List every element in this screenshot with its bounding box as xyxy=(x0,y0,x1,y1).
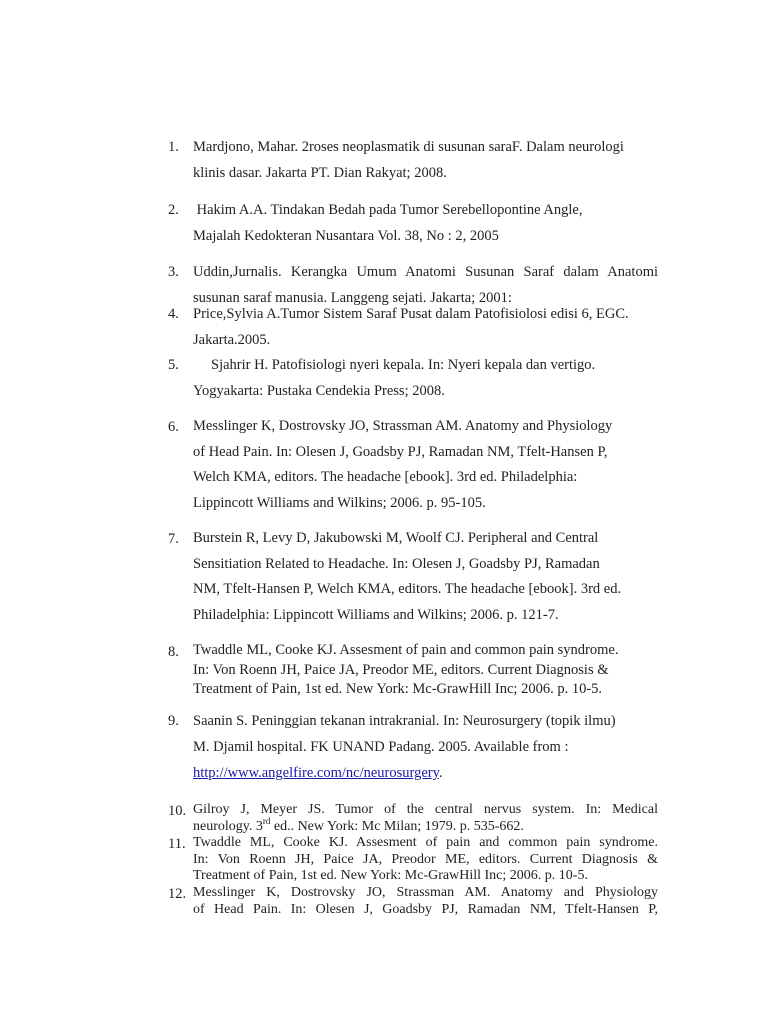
reference-text xyxy=(193,197,658,249)
reference-number: 11. xyxy=(168,836,186,852)
reference-line-part: neurology. 3 xyxy=(193,818,263,834)
reference-text xyxy=(193,835,658,885)
reference-text xyxy=(193,802,658,835)
reference-text xyxy=(193,885,658,918)
reference-line: Welch KMA, editors. The headache [ebook]. 3rd ed. Philadelphia: xyxy=(193,469,578,485)
reference-line-part: ed.. New York: Mc Milan; 1979. p. 535-662. xyxy=(270,818,524,834)
neurosurgery-link[interactable]: http://www.angelfire.com/nc/neurosurgery xyxy=(193,765,439,781)
reference-text xyxy=(193,641,658,700)
reference-line: Philadelphia: Lippincott Williams and Wilkins; 2006. p. 121-7. xyxy=(193,606,559,623)
reference-number: 1. xyxy=(168,139,179,155)
reference-number: 5. xyxy=(168,357,179,373)
reference-line: Majalah Kedokteran Nusantara Vol. 38, No : 2, 2005 xyxy=(193,228,499,244)
reference-text xyxy=(193,134,658,186)
reference-line: Price,Sylvia A.Tumor Sistem Saraf Pusat dalam Patofisiolosi edisi 6, EGC. xyxy=(193,306,629,322)
reference-line: In: Von Roenn JH, Paice JA, Preodor ME, editors. Current Diagnosis & xyxy=(193,851,658,867)
reference-line: Messlinger K, Dostrovsky JO, Strassman AM. Anatomy and Physiology xyxy=(193,885,658,900)
reference-number: 3. xyxy=(168,264,179,280)
reference-line: Twaddle ML, Cooke KJ. Assesment of pain and common pain syndrome. xyxy=(193,835,658,850)
reference-line: Twaddle ML, Cooke KJ. Assesment of pain and common pain syndrome. xyxy=(193,642,619,658)
link-period: . xyxy=(438,765,443,781)
reference-line: Treatment of Pain, 1st ed. New York: Mc-GrawHill Inc; 2006. p. 10-5. xyxy=(193,868,588,883)
reference-line: Sensitiation Related to Headache. In: Olesen J, Goadsby PJ, Ramadan xyxy=(193,555,600,572)
reference-text xyxy=(193,414,658,516)
reference-line: Burstein R, Levy D, Jakubowski M, Woolf CJ. Peripheral and Central xyxy=(193,530,599,546)
reference-line: Mardjono, Mahar. 2roses neoplasmatik di susunan saraF. Dalam neurologi xyxy=(193,139,624,155)
reference-line: Messlinger K, Dostrovsky JO, Strassman AM. Anatomy and Physiology xyxy=(193,418,613,434)
reference-number: 6. xyxy=(168,419,179,435)
reference-line xyxy=(193,815,658,836)
reference-line: Treatment of Pain, 1st ed. New York: Mc-GrawHill Inc; 2006. p. 10-5. xyxy=(193,681,603,697)
reference-number: 2. xyxy=(168,202,179,218)
reference-line-link xyxy=(193,760,658,786)
reference-number: 12. xyxy=(168,886,187,902)
reference-number: 10. xyxy=(168,803,187,819)
reference-line: Sjahrir H. Patofisiologi nyeri kepala. In: Nyeri kepala dan vertigo. xyxy=(211,357,596,373)
reference-text xyxy=(193,526,658,628)
reference-line: Uddin,Jurnalis. Kerangka Umum Anatomi Susunan Saraf dalam Anatomi xyxy=(193,264,658,280)
reference-line: Lippincott Williams and Wilkins; 2006. p. 95-105. xyxy=(193,494,486,511)
reference-line: Gilroy J, Meyer JS. Tumor of the central nervus system. In: Medical xyxy=(193,802,658,817)
reference-line: M. Djamil hospital. FK UNAND Padang. 2005. Available from : xyxy=(193,739,569,755)
reference-text xyxy=(193,352,658,404)
reference-line: Hakim A.A. Tindakan Bedah pada Tumor Serebellopontine Angle, xyxy=(193,202,583,218)
reference-line: Jakarta.2005. xyxy=(193,332,271,348)
reference-number: 4. xyxy=(168,306,179,322)
reference-line: NM, Tfelt-Hansen P, Welch KMA, editors. The headache [ebook]. 3rd ed. xyxy=(193,581,622,597)
reference-line: klinis dasar. Jakarta PT. Dian Rakyat; 2008. xyxy=(193,165,447,181)
reference-number: 9. xyxy=(168,713,179,729)
reference-line: Yogyakarta: Pustaka Cendekia Press; 2008. xyxy=(193,383,445,399)
reference-line: In: Von Roenn JH, Paice JA, Preodor ME, editors. Current Diagnosis & xyxy=(193,661,609,678)
reference-line: of Head Pain. In: Olesen J, Goadsby PJ, Ramadan NM, Tfelt-Hansen P, xyxy=(193,901,658,917)
reference-line: susunan saraf manusia. Langgeng sejati. Jakarta; 2001: xyxy=(193,290,512,306)
reference-text xyxy=(193,301,658,353)
reference-number: 7. xyxy=(168,531,179,547)
ordinal-superscript: rd xyxy=(262,815,271,826)
reference-number: 8. xyxy=(168,644,179,660)
reference-line: Saanin S. Peninggian tekanan intrakranial. In: Neurosurgery (topik ilmu) xyxy=(193,713,616,729)
reference-line: of Head Pain. In: Olesen J, Goadsby PJ, Ramadan NM, Tfelt-Hansen P, xyxy=(193,443,608,460)
reference-text xyxy=(193,708,658,786)
